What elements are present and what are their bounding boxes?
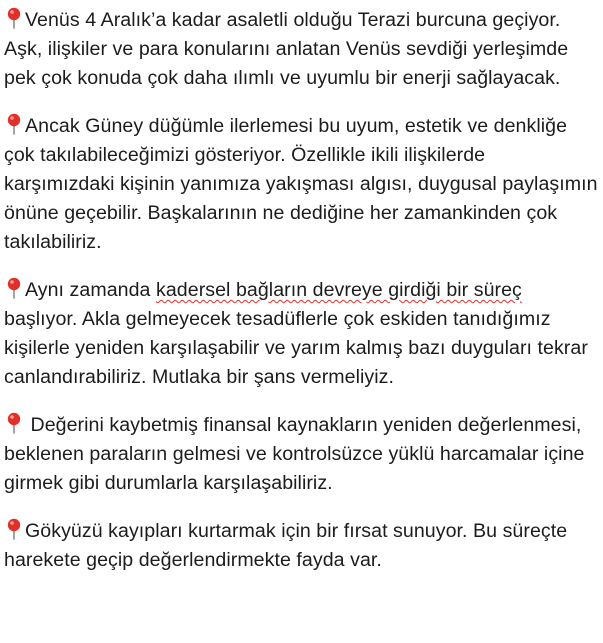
round-pushpin-icon bbox=[4, 518, 24, 540]
paragraph-text-start: Aynı zamanda bbox=[25, 279, 156, 301]
paragraph-opportunity bbox=[4, 517, 599, 575]
spellcheck-underlined-phrase[interactable]: kadersel bağların devreye girdiği bir süreç bbox=[156, 279, 522, 301]
round-pushpin-icon bbox=[4, 412, 24, 434]
round-pushpin-icon bbox=[4, 7, 24, 29]
paragraph-text: Ancak Güney düğümle ilerlemesi bu uyum, estetik ve denkliğe çok takılabileceğimizi gösteriyor. Özellikle ikili ilişkilerde karşımızdaki kişinin yanımıza yakışması algısı, duygusal paylaşımın önüne geçebilir. Başkalarının ne dediğine her zamankinden çok takılabiliriz. bbox=[4, 115, 598, 253]
paragraph-venus-libra bbox=[4, 6, 599, 93]
paragraph-text: Venüs 4 Aralık’a kadar asaletli olduğu Terazi burcuna geçiyor. Aşk, ilişkiler ve para konularını anlatan Venüs sevdiği yerleşimde pek çok konuda çok daha ılımlı ve uyumlu bir enerji sağlayacak. bbox=[4, 9, 569, 89]
paragraph-text-end: başlıyor. Akla gelmeyecek tesadüflerle çok eskiden tanıdığımız kişilerle yeniden karşılaşabilir ve yarım kalmış bazı duyguları tekrar canlandırabiliriz. Mutlaka bir şans vermeliyiz. bbox=[4, 308, 588, 388]
paragraph-south-node bbox=[4, 112, 599, 257]
round-pushpin-icon bbox=[4, 277, 24, 299]
paragraph-text: Değerini kaybetmiş finansal kaynakların yeniden değerlenmesi, beklenen paraların gelmesi ve kontrolsüzce yüklü harcamalar içine girmek gibi durumlarla karşılaşabiliriz. bbox=[4, 414, 585, 494]
round-pushpin-icon bbox=[4, 113, 24, 135]
paragraph-finances bbox=[4, 411, 599, 498]
paragraph-karmic-bonds bbox=[4, 276, 599, 392]
paragraph-text: Gökyüzü kayıpları kurtarmak için bir fırsat sunuyor. Bu süreçte harekete geçip değerlendirmekte fayda var. bbox=[4, 520, 568, 571]
